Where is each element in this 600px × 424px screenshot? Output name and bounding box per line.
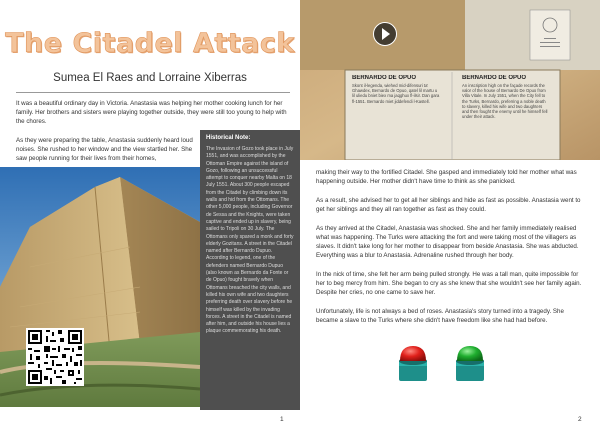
authors-line: Sumea El Raes and Lorraine Xiberras bbox=[53, 72, 247, 84]
story-paragraph-3: making their way to the fortified Citadel. She gasped and immediately told her mother what was happening outside. Her mother didn't have time to think as she panicked. bbox=[316, 169, 577, 185]
red-buzzer-icon[interactable] bbox=[393, 341, 433, 383]
story-paragraph-4: As a result, she advised her to get all her siblings and hide as fast as possible. Anastasia went to get her siblings and they all ran together as fast as they could. bbox=[316, 197, 581, 213]
story-paragraph-7: Unfortunately, life is not always a bed of roses. Anastasia's story turned into a tragedy. She became a slave to the Turks where she didn't have freedom like she had had before. bbox=[316, 308, 564, 324]
plaque-text-right: An inscription high on the façade records the valor of the house of Bernardo De Opuo from Villa Vitale. In July 1551, when the City fell to the Turks, Bernardo, preferring a noble death to slavery, killed his wife and two daughters and then fought the enemy until he himself fell under their attack. bbox=[462, 83, 548, 120]
historical-note-title: Historical Note: bbox=[206, 135, 251, 141]
plaque-heading-left: BERNARDO DE OPUO bbox=[352, 75, 417, 81]
plaque-english bbox=[462, 75, 550, 158]
page-number-right: 2 bbox=[578, 416, 582, 423]
story-paragraph-2: As they were preparing the table, Anastasia suddenly heard loud noises. She rushed to her window and the view startled her. She saw people running for their lives from their homes, bbox=[16, 137, 193, 162]
story-paragraph-1: It was a beautiful ordinary day in Victoria. Anastasia was helping her mother cooking lunch for her family. Her brothers and sisters were playing together outside, they were still too young to help with the chores. bbox=[16, 100, 287, 125]
green-buzzer-icon[interactable] bbox=[450, 341, 490, 383]
bernardo-plaque-photo bbox=[300, 0, 600, 160]
historical-note-box bbox=[200, 130, 300, 410]
title-divider bbox=[16, 92, 290, 93]
right-page bbox=[300, 0, 600, 424]
plaque-heading-right: BERNARDO DE OPUO bbox=[462, 75, 527, 81]
historical-note-body: The Invasion of Gozo took place in July 1551, and was accomplished by the Ottoman Empire against the island of Gozo, following an unsuccessful attempt to conquer nearby Malta on 18 July 1551. About 300 people escaped from the Citadel by climbing down its walls and hid from the Ottomans. The other 5,000 people, including Governor de Sessa and the Knights, were taken captive and ended up in slavery, being sailed to Tripoli on 30 July. The Ottomans only spared a monk and forty elderly Gozitans. A street in the Citadel named after Bernardo Dupuo. According to legend, one of the defenders named Bernardo Dupuo (also known as Bernardo da Fonte or de Opuo) fought bravely when Ottomans breached the city walls, and killed his own wife and two daughters preferring death over slavery before he himself was killed by the invading forces. A street in the Citadel is named after him, and outside his house lies a plaque commemorating his death. bbox=[206, 146, 294, 335]
plaque-text-left: Skont il-legenda, wiehed mid-difensuri ta' Ghawdex, Bernardo de Opuo, qatel lil martu u lil uliedu bniet biex ma jaqghux fl-ilsir. Dan gara fl-1551. Bernardo miet jiddefendi l-Kastell. bbox=[352, 83, 440, 104]
story-paragraph-6: In the nick of time, she felt her arm being pulled strongly. He was a tall man, quite impossible for her to beg mercy from him. She began to cry as she knew that she wouldn't see her family again. Despite her cries, no one came to save her. bbox=[316, 271, 582, 296]
play-icon[interactable] bbox=[373, 22, 397, 46]
plaque-maltese bbox=[352, 75, 440, 158]
page-number-left: 1 bbox=[280, 416, 284, 423]
qr-code[interactable] bbox=[26, 328, 84, 386]
story-paragraph-5: As they arrived at the Citadel, Anastasia was shocked. She and her family immediately realised what was happening. The Turks were attacking the fort and were taking most of the villagers as slaves. It didn't take long for her mother to disappear from beside Anastasia. She was abducted. Everything was a blur to Anastasia. Adrenaline rushed through her body. bbox=[316, 225, 579, 259]
page-title: The Citadel Attack bbox=[5, 28, 295, 59]
